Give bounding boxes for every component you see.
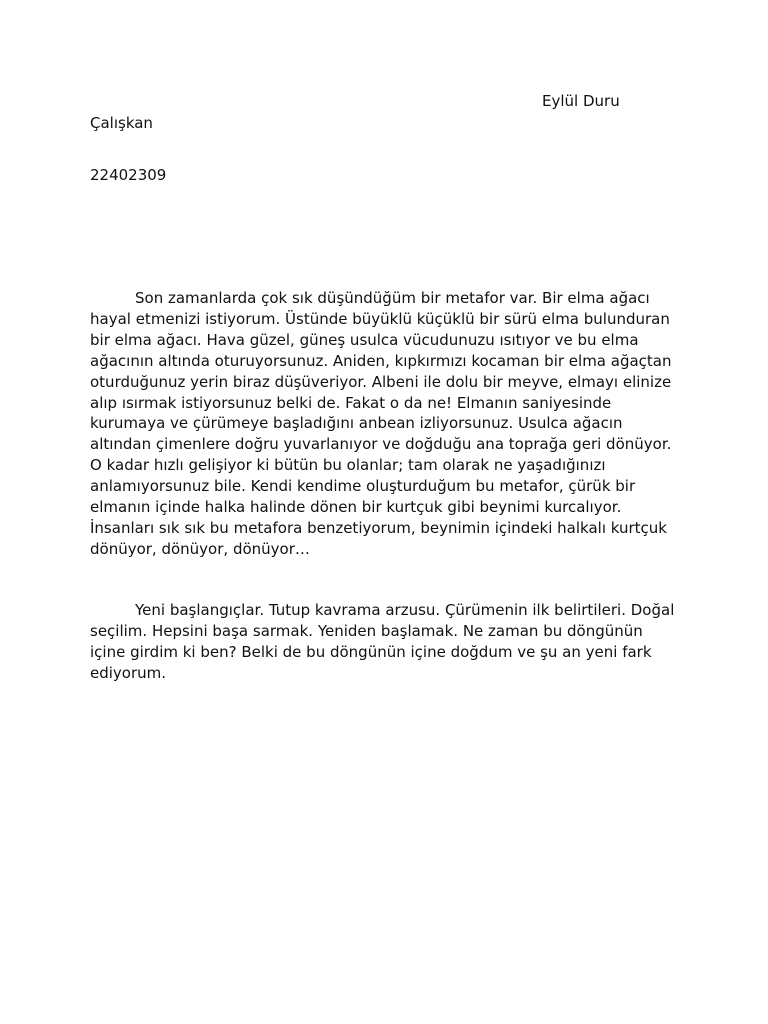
paragraph-line: İnsanları sık sık bu metafora benzetiyorum, beynimin içindeki halkalı kurtçuk xyxy=(90,518,667,537)
student-id: 22402309 xyxy=(90,166,167,184)
paragraph-line: dönüyor, dönüyor, dönüyor… xyxy=(90,539,310,558)
paragraph-line: içine girdim ki ben? Belki de bu döngünün içine doğdum ve şu an yeni fark xyxy=(90,642,652,661)
author-first-name: Eylül Duru xyxy=(542,92,620,110)
paragraph-line: oturduğunuz yerin biraz düşüveriyor. Albeni ile dolu bir meyve, elmayı elinize xyxy=(90,372,672,391)
paragraph-line: anlamıyorsunuz bile. Kendi kendime oluşturduğum bu metafor, çürük bir xyxy=(90,477,636,496)
author-last-name: Çalışkan xyxy=(90,114,153,132)
paragraph-line: kurumaya ve çürümeye başladığını anbean izliyorsunuz. Usulca ağacın xyxy=(90,414,623,433)
paragraph-2 xyxy=(90,600,690,684)
paragraph-line: bir elma ağacı. Hava güzel, güneş usulca vücudunuzu ısıtıyor ve bu elma xyxy=(90,330,639,349)
paragraph-line: seçilim. Hepsini başa sarmak. Yeniden başlamak. Ne zaman bu döngünün xyxy=(90,621,643,640)
paragraph-line: altından çimenlere doğru yuvarlanıyor ve doğduğu ana toprağa geri dönüyor. xyxy=(90,435,672,454)
paragraph-line: ediyorum. xyxy=(90,663,167,682)
paragraph-line: ağacının altında oturuyorsunuz. Aniden, kıpkırmızı kocaman bir elma ağaçtan xyxy=(90,351,672,370)
paragraph-1 xyxy=(90,288,690,560)
paragraph-line: elmanın içinde halka halinde dönen bir kurtçuk gibi beynimi kurcalıyor. xyxy=(90,498,622,517)
paragraph-line: Son zamanlarda çok sık düşündüğüm bir metafor var. Bir elma ağacı xyxy=(135,289,650,307)
paragraph-line: O kadar hızlı gelişiyor ki bütün bu olanlar; tam olarak ne yaşadığınızı xyxy=(90,456,606,475)
paragraph-line: Yeni başlangıçlar. Tutup kavrama arzusu. Çürümenin ilk belirtileri. Doğal xyxy=(135,601,675,619)
paragraph-line: hayal etmenizi istiyorum. Üstünde büyüklü küçüklü bir sürü elma bulunduran xyxy=(90,309,670,328)
paragraph-line: alıp ısırmak istiyorsunuz belki de. Fakat o da ne! Elmanın saniyesinde xyxy=(90,393,612,412)
